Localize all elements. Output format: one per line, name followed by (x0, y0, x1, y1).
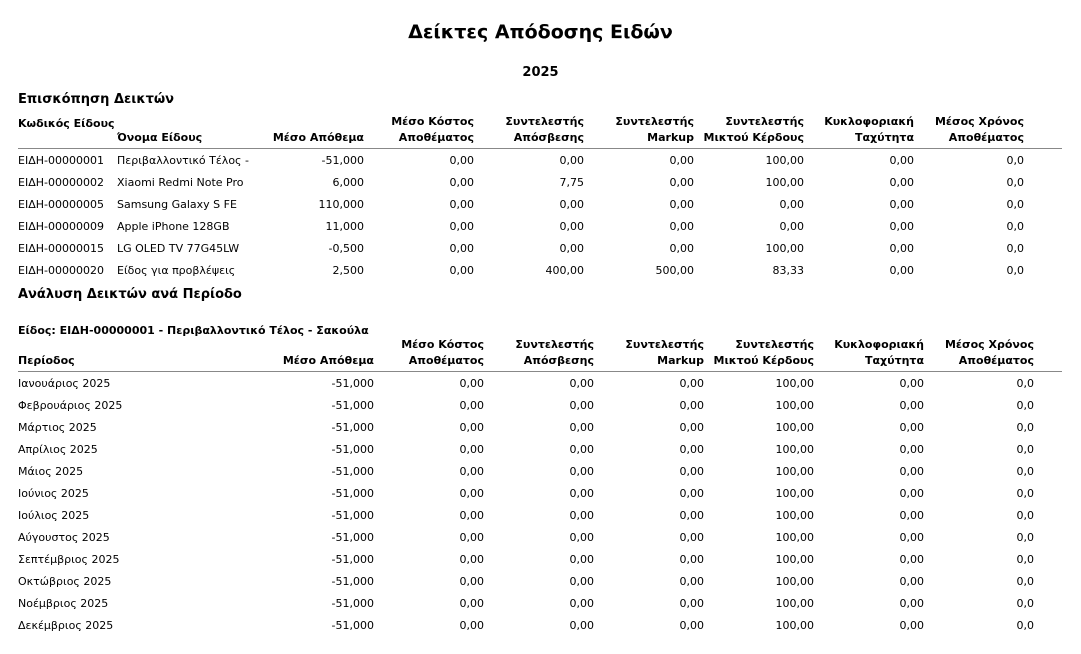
cell-spacer (1034, 548, 1062, 570)
header-depreciation: Συντελεστής Απόσβεσης (474, 114, 584, 149)
cell-period: Απρίλιος 2025 (18, 442, 98, 456)
table-row (18, 614, 1062, 636)
cell-name: LG OLED TV 77G45LW (117, 241, 240, 255)
cell-avg-stock: -51,000 (331, 530, 374, 544)
cell-spacer (1034, 372, 1062, 395)
cell-spacer (1034, 482, 1062, 504)
cell-avg-cost: 0,00 (459, 508, 484, 522)
cell-gross-margin: 100,00 (775, 442, 814, 456)
cell-gross-margin: 0,00 (779, 219, 804, 233)
cell-avg-cost: 0,00 (459, 464, 484, 478)
cell-markup: 0,00 (679, 574, 704, 588)
cell-name: Xiaomi Redmi Note Pro (117, 175, 244, 189)
cell-avg-cost: 0,00 (459, 420, 484, 434)
cell-markup: 0,00 (679, 442, 704, 456)
table-row (18, 372, 1062, 395)
cell-code: ΕΙΔΗ-00000020 (18, 263, 104, 277)
header-gross-margin: Συντελεστής Μικτού Κέρδους (704, 337, 814, 372)
table-row (18, 438, 1062, 460)
cell-avg-cost: 0,00 (459, 376, 484, 390)
cell-markup: 0,00 (679, 552, 704, 566)
cell-avg-stock: -51,000 (331, 420, 374, 434)
cell-turnover: 0,00 (889, 153, 914, 167)
period-item-label: Είδος: ΕΙΔΗ-00000001 - Περιβαλλοντικό Τέλος - Σακούλα (18, 324, 369, 337)
cell-avg-cost: 0,00 (459, 398, 484, 412)
cell-depreciation: 0,00 (559, 241, 584, 255)
cell-avg-stock: -51,000 (331, 464, 374, 478)
cell-avg-cost: 0,00 (449, 219, 474, 233)
table-row (18, 394, 1062, 416)
cell-gross-margin: 100,00 (775, 508, 814, 522)
cell-depreciation: 0,00 (569, 398, 594, 412)
cell-avg-days: 0,0 (1016, 376, 1034, 390)
cell-avg-stock: -51,000 (331, 552, 374, 566)
cell-name: Samsung Galaxy S FE (117, 197, 237, 211)
cell-spacer (1034, 526, 1062, 548)
cell-turnover: 0,00 (889, 197, 914, 211)
cell-turnover: 0,00 (899, 376, 924, 390)
cell-code: ΕΙΔΗ-00000002 (18, 175, 104, 189)
cell-spacer (1024, 171, 1062, 193)
header-markup: Συντελεστής Markup (594, 337, 704, 372)
cell-markup: 0,00 (669, 197, 694, 211)
cell-avg-days: 0,0 (1006, 197, 1024, 211)
cell-spacer (1024, 259, 1062, 281)
cell-depreciation: 0,00 (569, 420, 594, 434)
cell-depreciation: 0,00 (559, 197, 584, 211)
cell-depreciation: 7,75 (559, 175, 584, 189)
cell-avg-cost: 0,00 (459, 530, 484, 544)
cell-avg-cost: 0,00 (449, 241, 474, 255)
cell-depreciation: 0,00 (569, 376, 594, 390)
cell-gross-margin: 100,00 (775, 596, 814, 610)
cell-depreciation: 0,00 (559, 153, 584, 167)
table-row (18, 193, 1062, 215)
cell-avg-days: 0,0 (1016, 618, 1034, 632)
cell-turnover: 0,00 (899, 552, 924, 566)
cell-period: Οκτώβριος 2025 (18, 574, 112, 588)
cell-avg-days: 0,0 (1016, 464, 1034, 478)
cell-gross-margin: 100,00 (765, 153, 804, 167)
cell-markup: 0,00 (669, 153, 694, 167)
cell-depreciation: 0,00 (569, 552, 594, 566)
cell-period: Αύγουστος 2025 (18, 530, 110, 544)
cell-avg-days: 0,0 (1006, 219, 1024, 233)
header-depreciation: Συντελεστής Απόσβεσης (484, 337, 594, 372)
header-turnover: Κυκλοφοριακή Ταχύτητα (804, 114, 914, 149)
cell-gross-margin: 100,00 (775, 552, 814, 566)
cell-avg-stock: -51,000 (331, 508, 374, 522)
cell-avg-days: 0,0 (1006, 175, 1024, 189)
cell-markup: 0,00 (679, 530, 704, 544)
cell-turnover: 0,00 (889, 241, 914, 255)
cell-depreciation: 0,00 (569, 442, 594, 456)
cell-gross-margin: 100,00 (775, 618, 814, 632)
cell-avg-cost: 0,00 (449, 197, 474, 211)
cell-spacer (1034, 394, 1062, 416)
cell-avg-days: 0,0 (1016, 552, 1034, 566)
table-row (18, 149, 1062, 172)
cell-gross-margin: 0,00 (779, 197, 804, 211)
cell-turnover: 0,00 (899, 508, 924, 522)
cell-turnover: 0,00 (899, 486, 924, 500)
cell-gross-margin: 100,00 (775, 574, 814, 588)
report-title: Δείκτες Απόδοσης Ειδών (408, 21, 673, 43)
cell-avg-stock: 110,000 (318, 197, 364, 211)
cell-period: Ιούλιος 2025 (18, 508, 90, 522)
cell-gross-margin: 100,00 (775, 530, 814, 544)
table-row (18, 592, 1062, 614)
period-section-title: Ανάλυση Δεικτών ανά Περίοδο (18, 287, 242, 302)
header-turnover: Κυκλοφοριακή Ταχύτητα (814, 337, 924, 372)
cell-spacer (1034, 614, 1062, 636)
cell-avg-stock: -51,000 (331, 376, 374, 390)
cell-depreciation: 0,00 (559, 219, 584, 233)
cell-spacer (1034, 416, 1062, 438)
header-avg-stock: Μέσο Απόθεμα (250, 114, 364, 149)
cell-avg-days: 0,0 (1006, 241, 1024, 255)
cell-turnover: 0,00 (899, 398, 924, 412)
cell-avg-days: 0,0 (1016, 398, 1034, 412)
cell-turnover: 0,00 (899, 530, 924, 544)
header-name: Όνομα Είδους (117, 114, 250, 149)
cell-depreciation: 0,00 (569, 618, 594, 632)
cell-gross-margin: 100,00 (775, 420, 814, 434)
cell-spacer (1034, 570, 1062, 592)
cell-avg-cost: 0,00 (459, 574, 484, 588)
cell-turnover: 0,00 (899, 420, 924, 434)
header-avg-days: Μέσος Χρόνος Αποθέματος (924, 337, 1034, 372)
cell-spacer (1024, 149, 1062, 172)
cell-depreciation: 0,00 (569, 596, 594, 610)
cell-markup: 0,00 (679, 398, 704, 412)
cell-code: ΕΙΔΗ-00000015 (18, 241, 104, 255)
cell-avg-days: 0,0 (1006, 153, 1024, 167)
table-row (18, 215, 1062, 237)
table-row (18, 237, 1062, 259)
table-row (18, 570, 1062, 592)
cell-avg-stock: -51,000 (331, 596, 374, 610)
report-year: 2025 (522, 65, 559, 80)
cell-period: Ιούνιος 2025 (18, 486, 89, 500)
cell-depreciation: 400,00 (545, 263, 584, 277)
cell-spacer (1034, 460, 1062, 482)
cell-avg-days: 0,0 (1016, 508, 1034, 522)
cell-turnover: 0,00 (889, 219, 914, 233)
cell-markup: 0,00 (679, 508, 704, 522)
cell-spacer (1024, 215, 1062, 237)
header-period: Περίοδος (18, 337, 178, 372)
cell-avg-days: 0,0 (1016, 596, 1034, 610)
cell-depreciation: 0,00 (569, 574, 594, 588)
header-avg-stock: Μέσο Απόθεμα (178, 337, 374, 372)
period-table (18, 337, 1062, 636)
cell-avg-stock: -51,000 (331, 574, 374, 588)
cell-avg-stock: -51,000 (331, 618, 374, 632)
overview-table (18, 114, 1062, 281)
cell-avg-stock: -51,000 (331, 398, 374, 412)
cell-gross-margin: 100,00 (765, 241, 804, 255)
period-header-row (18, 337, 1062, 372)
cell-markup: 0,00 (679, 376, 704, 390)
cell-markup: 0,00 (679, 420, 704, 434)
cell-gross-margin: 100,00 (775, 486, 814, 500)
cell-markup: 0,00 (669, 175, 694, 189)
cell-name: Είδος για προβλέψεις (117, 263, 236, 277)
cell-avg-stock: -51,000 (331, 486, 374, 500)
cell-spacer (1034, 592, 1062, 614)
cell-spacer (1034, 438, 1062, 460)
table-row (18, 171, 1062, 193)
cell-period: Δεκέμβριος 2025 (18, 618, 114, 632)
table-row (18, 259, 1062, 281)
table-row (18, 504, 1062, 526)
table-row (18, 460, 1062, 482)
cell-avg-cost: 0,00 (459, 552, 484, 566)
cell-avg-stock: 11,000 (325, 219, 364, 233)
cell-period: Σεπτέμβριος 2025 (18, 552, 120, 566)
cell-depreciation: 0,00 (569, 530, 594, 544)
cell-markup: 0,00 (679, 596, 704, 610)
cell-avg-cost: 0,00 (459, 618, 484, 632)
cell-avg-cost: 0,00 (449, 175, 474, 189)
cell-depreciation: 0,00 (569, 464, 594, 478)
cell-code: ΕΙΔΗ-00000001 (18, 153, 104, 167)
cell-avg-cost: 0,00 (449, 263, 474, 277)
cell-avg-days: 0,0 (1016, 530, 1034, 544)
cell-markup: 500,00 (655, 263, 694, 277)
cell-avg-stock: -0,500 (328, 241, 364, 255)
cell-markup: 0,00 (679, 464, 704, 478)
table-row (18, 482, 1062, 504)
header-avg-days: Μέσος Χρόνος Αποθέματος (914, 114, 1024, 149)
header-avg-cost: Μέσο Κόστος Αποθέματος (364, 114, 474, 149)
cell-turnover: 0,00 (889, 263, 914, 277)
cell-depreciation: 0,00 (569, 486, 594, 500)
cell-gross-margin: 100,00 (775, 398, 814, 412)
cell-markup: 0,00 (669, 241, 694, 255)
cell-avg-cost: 0,00 (459, 486, 484, 500)
table-row (18, 526, 1062, 548)
cell-avg-cost: 0,00 (459, 442, 484, 456)
cell-turnover: 0,00 (889, 175, 914, 189)
table-row (18, 548, 1062, 570)
cell-gross-margin: 100,00 (775, 376, 814, 390)
cell-avg-cost: 0,00 (449, 153, 474, 167)
cell-avg-stock: 6,000 (332, 175, 364, 189)
cell-spacer (1034, 504, 1062, 526)
cell-period: Ιανουάριος 2025 (18, 376, 111, 390)
cell-avg-days: 0,0 (1016, 420, 1034, 434)
cell-avg-cost: 0,00 (459, 596, 484, 610)
cell-markup: 0,00 (679, 618, 704, 632)
cell-avg-days: 0,0 (1006, 263, 1024, 277)
cell-turnover: 0,00 (899, 618, 924, 632)
cell-spacer (1024, 237, 1062, 259)
cell-spacer (1024, 193, 1062, 215)
cell-period: Φεβρουάριος 2025 (18, 398, 123, 412)
cell-avg-days: 0,0 (1016, 574, 1034, 588)
cell-name: Apple iPhone 128GB (117, 219, 230, 233)
cell-code: ΕΙΔΗ-00000009 (18, 219, 104, 233)
cell-avg-days: 0,0 (1016, 442, 1034, 456)
header-gross-margin: Συντελεστής Μικτού Κέρδους (694, 114, 804, 149)
header-spacer (1024, 114, 1062, 149)
header-spacer (1034, 337, 1062, 372)
cell-markup: 0,00 (679, 486, 704, 500)
cell-turnover: 0,00 (899, 596, 924, 610)
overview-header-row (18, 114, 1062, 149)
cell-avg-days: 0,0 (1016, 486, 1034, 500)
cell-period: Μάιος 2025 (18, 464, 84, 478)
cell-gross-margin: 100,00 (775, 464, 814, 478)
table-row (18, 416, 1062, 438)
cell-turnover: 0,00 (899, 442, 924, 456)
header-markup: Συντελεστής Markup (584, 114, 694, 149)
overview-section-title: Επισκόπηση Δεικτών (18, 92, 175, 107)
cell-depreciation: 0,00 (569, 508, 594, 522)
header-code: Κωδικός Είδους (18, 114, 117, 149)
cell-avg-stock: -51,000 (331, 442, 374, 456)
cell-period: Νοέμβριος 2025 (18, 596, 109, 610)
cell-avg-stock: 2,500 (332, 263, 364, 277)
cell-gross-margin: 100,00 (765, 175, 804, 189)
cell-name: Περιβαλλοντικό Τέλος - (117, 153, 249, 167)
cell-turnover: 0,00 (899, 464, 924, 478)
cell-avg-stock: -51,000 (321, 153, 364, 167)
cell-turnover: 0,00 (899, 574, 924, 588)
header-avg-cost: Μέσο Κόστος Αποθέματος (374, 337, 484, 372)
cell-code: ΕΙΔΗ-00000005 (18, 197, 104, 211)
cell-gross-margin: 83,33 (772, 263, 804, 277)
cell-period: Μάρτιος 2025 (18, 420, 97, 434)
cell-markup: 0,00 (669, 219, 694, 233)
